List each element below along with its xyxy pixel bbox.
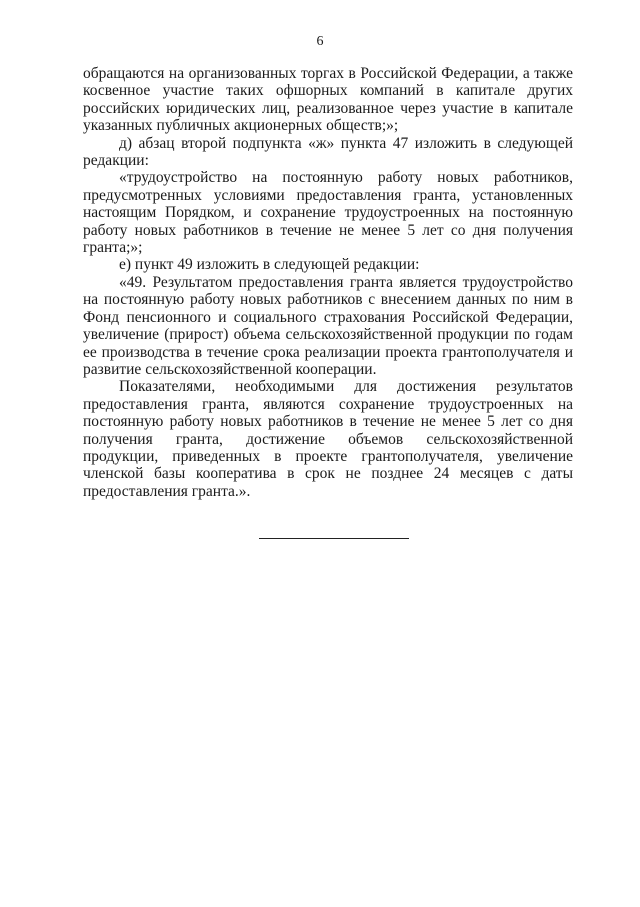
paragraph-2: д) абзац второй подпункта «ж» пункта 47 изложить в следующей редакции:: [83, 134, 573, 170]
paragraph-1: обращаются на организованных торгах в Российской Федерации, а также косвенное участие таких офшорных компаний в капитале других российских юридических лиц, реализованное через участие в капитале указанных публичных акционерных обществ;»;: [83, 65, 573, 135]
paragraph-5: «49. Результатом предоставления гранта является трудоустройство на постоянную работу новых работников с внесением данных по ним в Фонд пенсионного и социального страхования Российской Федерации, увеличение (прирост) объема сельскохозяйственной продукции по годам ее производства в течение срока реализации проекта грантополучателя и развитие сельскохозяйственной кооперации.: [83, 273, 573, 378]
end-divider: [259, 538, 409, 539]
paragraph-3: «трудоустройство на постоянную работу новых работников, предусмотренных условиями предоставления гранта, установленных настоящим Порядком, и сохранение трудоустроенных на постоянную работу новых работников в течение не менее 5 лет со дня получения гранта;»;: [83, 169, 573, 257]
page-number: 6: [316, 34, 324, 49]
document-body: [83, 65, 573, 500]
paragraph-6: Показателями, необходимыми для достижения результатов предоставления гранта, являются сохранение трудоустроенных на постоянную работу новых работников в течение не менее 5 лет со дня получения гранта, достижение объемов сельскохозяйственной продукции, приведенных в проекте грантополучателя, увеличение членской базы кооператива в срок не позднее 24 месяцев с даты предоставления гранта.».: [83, 378, 573, 500]
paragraph-4: е) пункт 49 изложить в следующей редакции:: [119, 256, 420, 274]
